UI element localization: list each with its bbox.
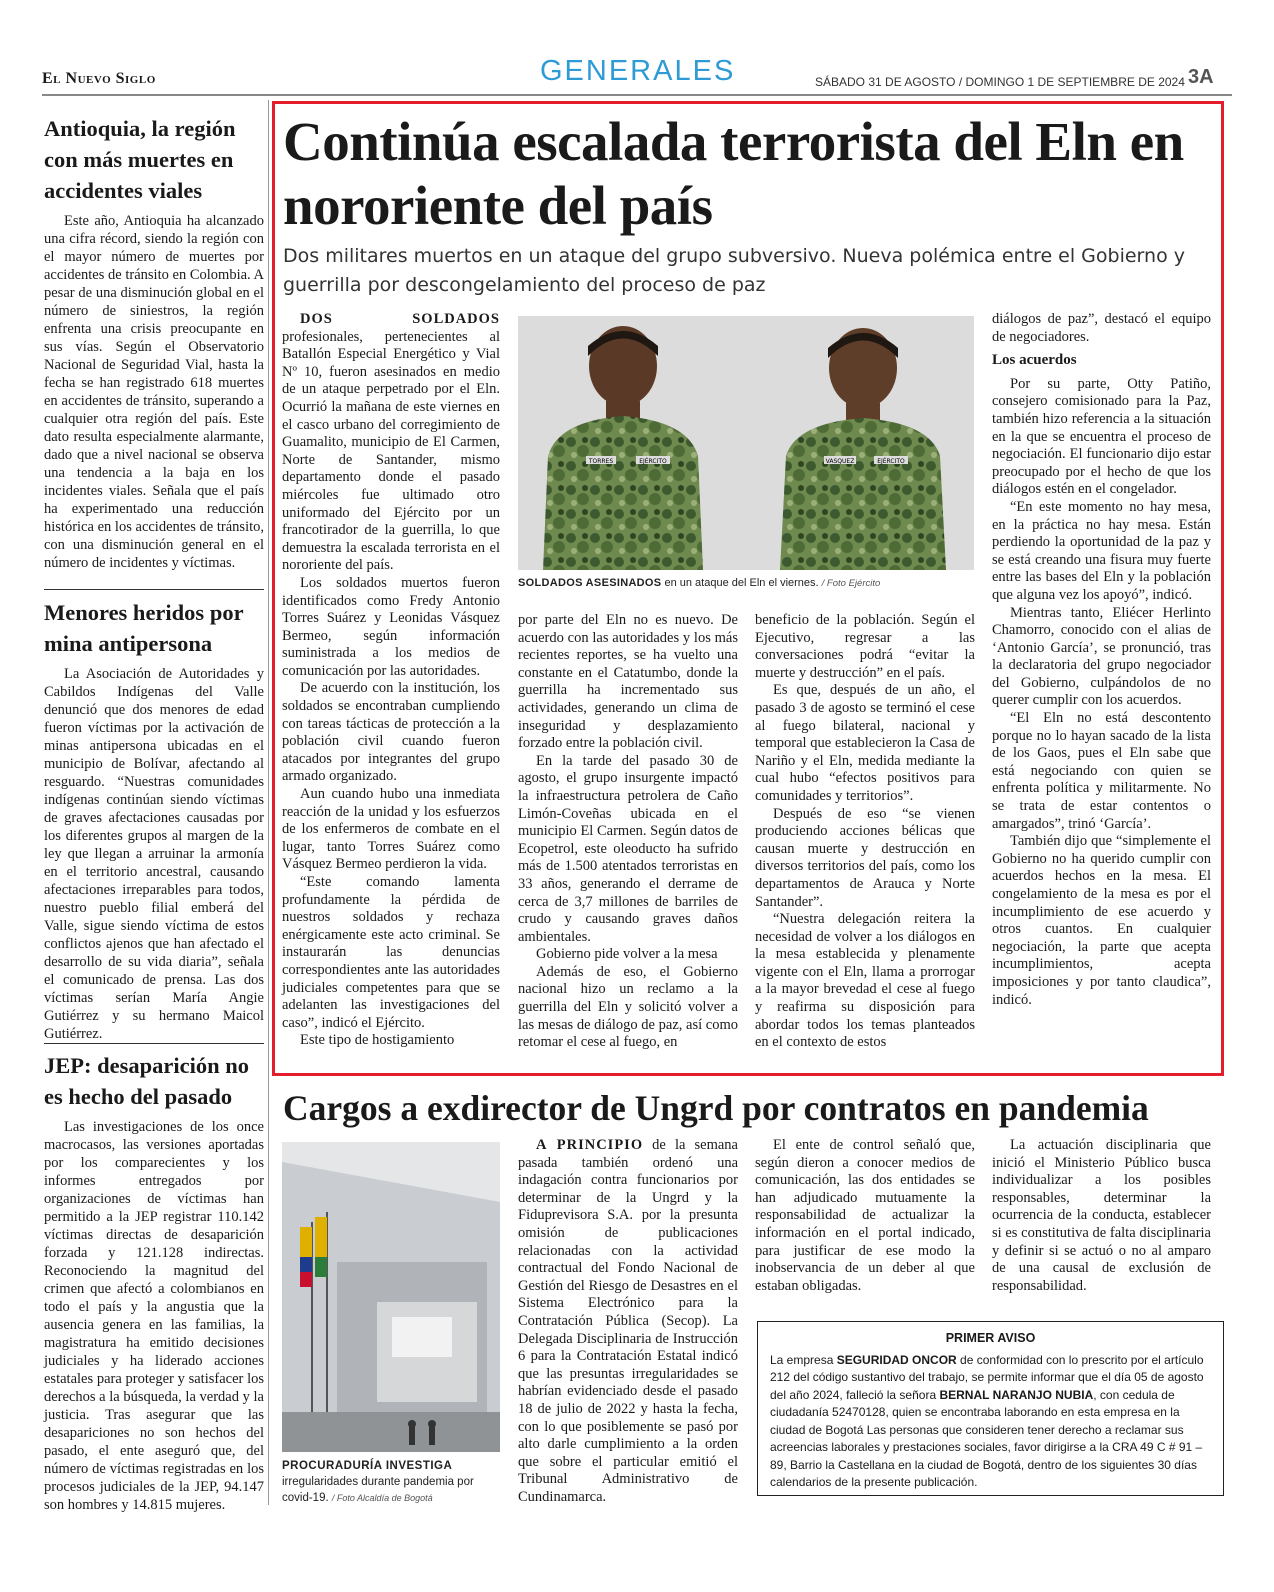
sidebar-divider — [44, 1043, 264, 1044]
notice-title: PRIMER AVISO — [945, 1331, 1036, 1345]
paragraph: La actuación disciplinaria que inició el Ministerio Público busca individualizar a los posibles responsables, determinar la ocurrencia de la conducta, establecer si es constitutiva de falta disciplinaria y definir si se actuó o no al amparo de una causal de exclusión de responsabilidad. — [992, 1137, 1211, 1294]
paragraph: Mientras tanto, Eliécer Herlinto Chamorro, conocido con el alias de ‘Antonio García’, se pronunció, tras la declaratoria del grupo negociador del Gobierno, culpándolos de no querer cumplir con los acuerdos. — [992, 604, 1211, 709]
soldiers-photo — [518, 316, 974, 570]
paragraph: Después de eso “se vienen produciendo acciones bélicas que causan muerte y destrucción en diversos territorios del país, como los departamentos de Arauca y Norte Santander”. — [755, 805, 975, 910]
section-name: GENERALES — [540, 55, 736, 87]
army-tag-text: EJÉRCITO — [639, 458, 667, 465]
name-tag-text: TORRES — [588, 458, 614, 465]
paragraph: Es que, después de un año, el pasado 3 de agosto se terminó el cese al fuego bilateral, nacional y temporal que establecieron la Casa de Nariño y el Eln, medida mediante la cual hubo “efectos positivos para comunidades y territorios”. — [755, 682, 975, 804]
sidebar-title-jep: JEP: desaparición no es hecho del pasado — [44, 1053, 250, 1109]
paragraph: por parte del Eln no es nuevo. De acuerdo con las autoridades y los más recientes reportes, se ha vuelto una constante en el Catatumbo, donde la guerrilla ha incrementado sus actividades, generando un clima de inseguridad y desplazamiento forzado entre la población civil. — [518, 612, 738, 752]
photo-credit: / Foto Alcaldía de Bogotá — [331, 1493, 433, 1503]
main-lead-paragraph: DOS SOLDADOS profesionales, pertenecientes al Batallón Especial Energético y Vial Nº 10, fueron asesinados en medio de un ataque perpetrado por el Eln. Ocurrió la mañana de este viernes en el casco urbano del corregimiento de Guamalito, municipio de El Carmen, Norte de Santander, mismo departamento donde el pasado miércoles fue ultimado otro uniformado del Ejército por un francotirador de la guerrilla, lo que demuestra la escalada terrorista en el nororiente del país. — [282, 311, 500, 574]
second-column-3 — [992, 1137, 1211, 1295]
caption-lead: PROCURADURÍA INVESTIGA — [282, 1460, 453, 1472]
paragraph: De acuerdo con la institución, los soldados se encontraban cumpliendo con tareas tácticas de protección a la población civil cuando fueron atacados por integrantes del grupo armado organizado. — [282, 680, 500, 785]
photo-credit: / Foto Ejército — [821, 578, 881, 589]
paragraph: diálogos de paz”, destacó el equipo de negociadores. — [992, 311, 1211, 345]
sidebar-body-minas: La Asociación de Autoridades y Cabildos Indígenas del Valle denunció que dos menores de edad fueron víctimas por la activación de minas antipersona ubicadas en el municipio de Bolívar, afectando al resguardo. “Nuestras comunidades indígenas continúan siendo víctimas de graves afectaciones causadas por los diferentes grupos al margen de la ley que llegan a arruinar la armonía en el territorio ancestral, causando afectaciones irreparables para todos, nuestro pueblo filial emberá del Valle, sigue siendo víctima de estos conflictos ajenos que han afectado el desarrollo de su vida diaria”, señala el comunicado de prensa. Las dos víctimas serían María Angie Gutiérrez y su hermano Maicol Gutiérrez. — [44, 666, 264, 1042]
sidebar-story-antioquia — [44, 113, 264, 572]
second-column-2 — [755, 1137, 975, 1295]
procuraduria-photo — [282, 1142, 500, 1452]
notice-person: BERNAL NARANJO NUBIA — [939, 1387, 1094, 1402]
soldiers-illustration — [518, 316, 974, 570]
paragraph: También dijo que “simplemente el Gobierno no ha querido cumplir con acuerdos hechos en la mesa. El congelamiento de la mesa es por el incumplimiento de ese acuerdo y otros cuantos. En cualquier negociación, la parte que acepta incumplimientos, acepta imposiciones y por tanto claudica”, indicó. — [992, 833, 1211, 1008]
lead-caps: A PRINCIPIO — [536, 1137, 644, 1153]
photo-caption: SOLDADOS ASESINADOS en un ataque del Eln el viernes. / Foto Ejército — [518, 577, 881, 589]
sidebar-title-antioquia: Antioquia, la región con más muertes en accidentes viales — [44, 116, 236, 203]
paragraph: Por su parte, Otty Patiño, consejero comisionado para la Paz, también hizo referencia a la situación en la que se encuentra el proceso de negociación. El funcionario dijo estar preocupado por el hecho de que los diálogos estén en el congelador. — [992, 375, 1211, 498]
lead-caps: DOS SOLDADOS — [300, 311, 500, 327]
paragraph: Los soldados muertos fueron identificados como Fredy Antonio Torres Suárez y Leonidas Vásquez Bermeo, según información suministrada a los medios de comunicación por las autoridades. — [282, 574, 500, 679]
paragraph: “El Eln no está descontento porque no lo hayan sacado de la lista de los Gaos, pues el Eln sabe que está negociando con quien se enfrenta política y militarmente. No se trata de estar contentos o amargados”, trinó ‘García’. — [992, 710, 1211, 832]
legal-notice-box — [757, 1321, 1224, 1496]
paragraph: Gobierno pide volver a la mesa — [536, 946, 718, 963]
notice-body: La empresa SEGURIDAD ONCOR de conformidad con lo prescrito por el artículo 212 del código sustantivo del trabajo, se permite informar que el día 05 de agosto del año 2024, falleció la señora BERNAL NARANJO NUBIA, con cedula de ciudadanía 52470128, quien se encontraba laborando en esta empresa en la ciudad de Bogotá Las personas que consideren tener derecho a reclamar sus acreencias laborales y prestaciones sociales, favor dirigirse a la CRA 49 C # 91 – 89, Barrio la Castellana en la ciudad de Bogotá, dentro de los siguientes 30 días calendarios de la presente publicación. — [770, 1352, 1204, 1489]
building-illustration — [282, 1142, 500, 1452]
paragraph: “Nuestra delegación reitera la necesidad de volver a los diálogos en la mesa establecida y plenamente vigente con el Eln, llama a prorrogar a la mayor brevedad el cese al fuego y reafirma su disposición para abordar todos los temas planteados en el contexto de estos — [755, 911, 975, 1051]
sidebar-body-antioquia: Este año, Antioquia ha alcanzado una cifra récord, siendo la región con el mayor número de muertes por accidentes de tránsito en Colombia. A pesar de una disminución global en el número de siniestros, la región enfrenta una crisis preocupante en sus vías. Según el Observatorio Nacional de Seguridad Vial, hasta la fecha se han registrado 618 muertes en accidentes de tránsito, superando a cualquier otra región del país. Este dato resulta especialmente alarmante, dado que a nivel nacional se observa una tendencia a la baja en los incidentes viales. Señala que el país ha experimentado una reducción histórica en los accidentes de tránsito, con una disminución general en el número de incidentes y víctimas. — [44, 213, 264, 571]
paragraph: beneficio de la población. Según el Ejecutivo, regresar a las conversaciones podrá “evitar la muerte y destrucción” en el país. — [755, 612, 975, 681]
second-headline: Cargos a exdirector de Ungrd por contratos en pandemia — [283, 1088, 1149, 1128]
issue-date: SÁBADO 31 DE AGOSTO / DOMINGO 1 DE SEPTIEMBRE DE 2024 — [815, 75, 1185, 89]
main-headline: Continúa escalada terrorista del Eln en nororiente del país — [283, 111, 1184, 236]
main-column-4 — [992, 311, 1211, 1009]
main-column-2 — [518, 612, 738, 1052]
army-tag-text: EJÉRCITO — [877, 458, 905, 465]
paragraph: Aun cuando hubo una inmediata reacción de la unidad y los esfuerzos de los enfermeros de combate en el lugar, tanto Torres Suárez como Vásquez Bermeo perdieron la vida. — [282, 786, 500, 873]
page-number: 3A — [1188, 66, 1214, 88]
paragraph: “En este momento no hay mesa, en la práctica no hay mesa. Están perdiendo la oportunidad de la paz y se está creando una fisura muy fuerte entre las bases del Eln y la población que alguna vez los apoyó”, indicó. — [992, 498, 1211, 603]
notice-company: SEGURIDAD ONCOR — [836, 1352, 957, 1367]
paragraph: “Este comando lamenta profundamente la pérdida de nuestros soldados y rechaza enérgicamente este acto criminal. Se instaurarán las denuncias correspondientes ante las autoridades judiciales competentes para que se adelanten las investigaciones del caso”, indicó el Ejército. — [282, 874, 500, 1031]
caption-lead: SOLDADOS ASESINADOS — [518, 577, 662, 589]
paragraph: El ente de control señaló que, según dieron a conocer medios de comunicación, las dos entidades se han adjudicado mutuamente la responsabilidad de actualizar la información en el portal indicado, para justificar de ese modo la inobservancia de un deber al que estaban obligadas. — [755, 1137, 975, 1294]
second-column-1 — [518, 1137, 738, 1506]
sidebar-story-jep — [44, 1050, 264, 1514]
sidebar-divider — [44, 589, 264, 590]
sidebar-story-minas — [44, 597, 264, 1043]
paragraph: En la tarde del pasado 30 de agosto, el grupo insurgente impactó la infraestructura petrolera de Caño Limón-Coveñas ubicada en el municipio El Carmen. Según datos de Ecopetrol, este oleoducto ha sufrido más de 1.500 atentados terroristas en 33 años, generando el derrame de cerca de 3,7 millones de barriles de crudo y causando graves daños ambientales. — [518, 752, 738, 945]
paragraph: Este tipo de hostigamiento — [300, 1032, 455, 1049]
masthead: El Nuevo Siglo — [42, 70, 156, 87]
second-photo-caption: PROCURADURÍA INVESTIGA irregularidades durante pandemia por covid-19. / Foto Alcaldía de Bogotá — [282, 1460, 474, 1504]
sidebar-title-minas: Menores heridos por mina antipersona — [44, 600, 244, 656]
subhead-acuerdos: Los acuerdos — [992, 352, 1077, 369]
header-rule — [42, 94, 1232, 96]
column-divider — [268, 100, 269, 1505]
main-subheadline: Dos militares muertos en un ataque del grupo subversivo. Nueva polémica entre el Gobierno y guerrilla por descongelamiento del proceso de paz — [283, 245, 1185, 296]
name-tag-text: VASQUEZ — [825, 458, 855, 465]
paragraph: Además de eso, el Gobierno nacional hizo un reclamo a la guerrilla del Eln y solicitó volver a las mesas de diálogo de paz, así como retomar el cese al fuego, en — [518, 963, 738, 1051]
sidebar-body-jep: Las investigaciones de los once macrocasos, las versiones aportadas por los comparecientes y los informes entregados por organizaciones de víctimas han permitido a la JEP registrar 110.142 víctimas directas de desaparición forzada y 121.128 indirectas. Reconociendo la magnitud del crimen que afectó a colombianos en todo el país y la angustia que la ausencia genera en las familias, la magistratura ha emitido decisiones judiciales y ha liderado acciones estatales para proteger y satisfacer los derechos a la búsqueda, la verdad y la justicia. Tras asegurar que las desapariciones no son hechos del pasado, el ente aseguró que, del número de víctimas registradas en los procesos judiciales de la JEP, 94.147 son hombres y 14.815 mujeres. — [44, 1119, 264, 1513]
main-column-1 — [282, 311, 500, 1050]
paragraph: A PRINCIPIO de la semana pasada también ordenó una indagación contra funcionarios por determinar de la Ungrd y la Fiduprevisora S.A. por la presunta omisión de publicaciones relacionadas con la actividad contractual del Fondo Nacional de Gestión del Riesgo de Desastres en el Sistema Electrónico para la Contratación Pública (Secop). La Delegada Disciplinaria de Instrucción 6 para la Contratación Estatal indicó que las presuntas irregularidades se habrían evidenciado desde el pasado 18 de julio de 2022 y hasta la fecha, con lo que posiblemente se pasó por alto darle cumplimiento a la orden que sobre el particular emitió el Tribunal Administrativo de Cundinamarca. — [518, 1137, 738, 1505]
main-column-3 — [755, 612, 975, 1052]
